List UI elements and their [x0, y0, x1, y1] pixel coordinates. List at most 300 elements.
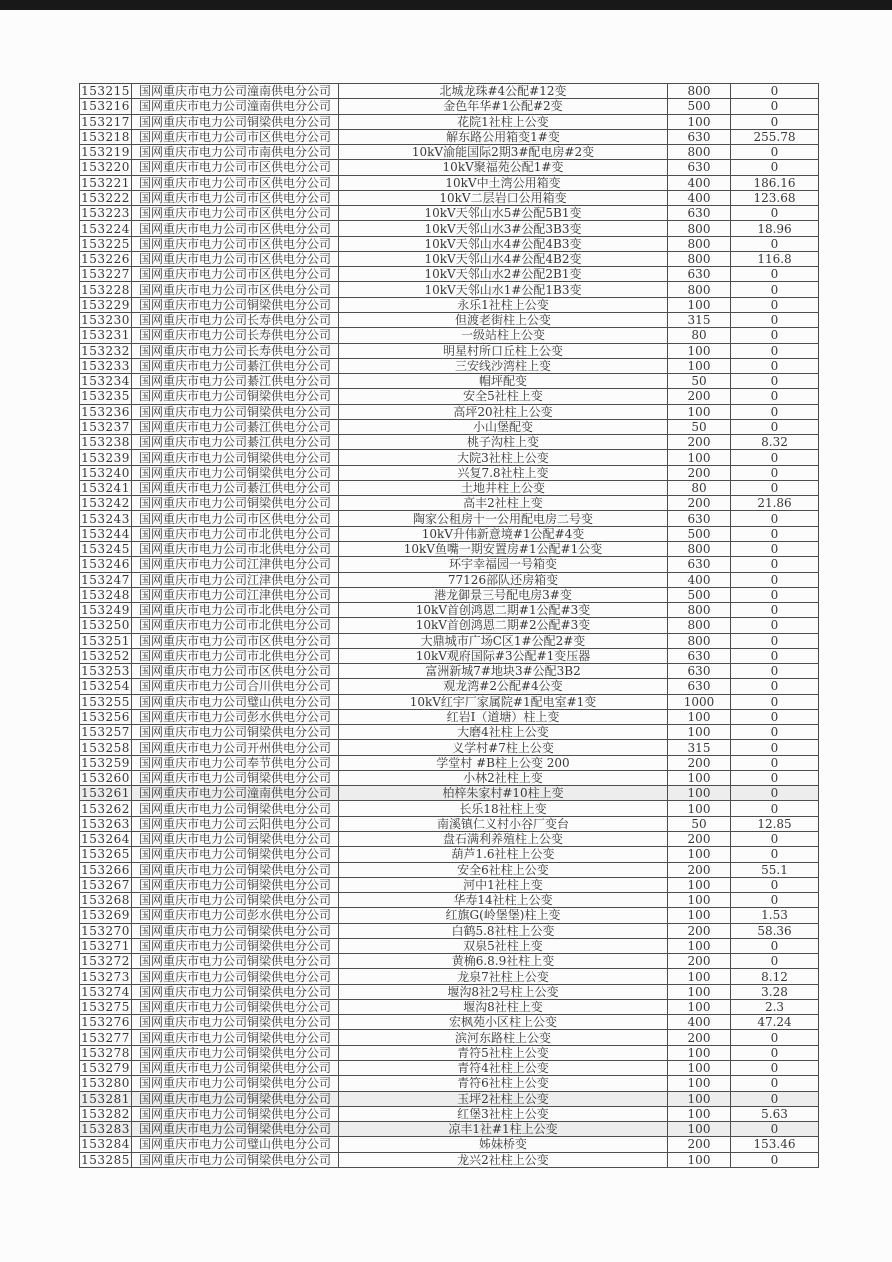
cell-name: 青符5社柱上公变	[339, 1045, 668, 1060]
cell-value: 0	[731, 99, 819, 114]
table-row	[80, 526, 819, 541]
table-row	[80, 129, 819, 144]
cell-id: 153260	[81, 771, 130, 786]
cell-value: 0	[731, 358, 819, 373]
cell-company: 国网重庆市电力公司铜梁供电分公司	[132, 297, 339, 312]
cell-capacity: 50	[668, 419, 731, 434]
cell-name: 北城龙珠#4公配#12变	[339, 84, 668, 99]
cell-company: 国网重庆市电力公司铜梁供电分公司	[132, 1045, 339, 1060]
cell-company: 国网重庆市电力公司彭水供电分公司	[132, 908, 339, 923]
cell-value: 0	[731, 725, 819, 740]
cell-capacity: 630	[668, 206, 731, 221]
table-row	[80, 999, 819, 1014]
cell-name: 大院3社柱上公变	[339, 450, 668, 465]
table-row	[80, 908, 819, 923]
cell-id: 153215	[81, 84, 130, 99]
cell-capacity: 200	[668, 954, 731, 969]
table-row	[80, 1091, 819, 1106]
cell-company: 国网重庆市电力公司铜梁供电分公司	[132, 114, 339, 129]
cell-name: 龙泉7社柱上公变	[339, 969, 668, 984]
cell-capacity: 500	[668, 587, 731, 602]
cell-id: 153236	[81, 404, 130, 419]
cell-capacity: 800	[668, 541, 731, 556]
table-row	[80, 862, 819, 877]
table-row	[80, 786, 819, 801]
cell-company: 国网重庆市电力公司铜梁供电分公司	[132, 465, 339, 480]
cell-id: 153270	[81, 923, 130, 938]
table-row	[80, 694, 819, 709]
table-row	[80, 969, 819, 984]
cell-value: 8.32	[731, 435, 819, 450]
cell-id: 153234	[81, 374, 130, 389]
cell-id: 153276	[81, 1015, 130, 1030]
table-row	[80, 282, 819, 297]
table-row	[80, 938, 819, 953]
table-row	[80, 801, 819, 816]
cell-value: 12.85	[731, 816, 819, 831]
cell-id: 153252	[81, 648, 130, 663]
cell-id: 153229	[81, 297, 130, 312]
cell-value: 186.16	[731, 175, 819, 190]
table-row	[80, 1015, 819, 1030]
table-row	[80, 1076, 819, 1091]
cell-value: 0	[731, 603, 819, 618]
cell-company: 国网重庆市电力公司合川供电分公司	[132, 679, 339, 694]
cell-capacity: 200	[668, 1137, 731, 1152]
cell-value: 0	[731, 633, 819, 648]
cell-id: 153283	[81, 1122, 130, 1137]
cell-name: 高丰2社柱上变	[339, 496, 668, 511]
table-row	[80, 1061, 819, 1076]
cell-company: 国网重庆市电力公司云阳供电分公司	[132, 816, 339, 831]
cell-value: 0	[731, 465, 819, 480]
cell-company: 国网重庆市电力公司铜梁供电分公司	[132, 984, 339, 999]
cell-name: 华寿14社柱上公变	[339, 893, 668, 908]
cell-name: 土地井柱上公变	[339, 480, 668, 495]
cell-name: 10kV聚福苑公配1#变	[339, 160, 668, 175]
cell-id: 153241	[81, 481, 130, 496]
table-row	[80, 923, 819, 938]
cell-id: 153226	[81, 252, 130, 267]
table-row	[80, 755, 819, 770]
cell-company: 国网重庆市电力公司市区供电分公司	[132, 267, 339, 282]
cell-value: 123.68	[731, 190, 819, 205]
cell-capacity: 200	[668, 1030, 731, 1045]
cell-id: 153254	[81, 679, 130, 694]
table-row	[80, 664, 819, 679]
cell-name: 10kV天邻山水3#公配3B3变	[339, 221, 668, 236]
table-row	[80, 160, 819, 175]
cell-value: 153.46	[731, 1137, 819, 1152]
cell-company: 国网重庆市电力公司铜梁供电分公司	[132, 801, 339, 816]
cell-name: 10kV首创鸿恩二期#1公配#3变	[339, 603, 668, 618]
cell-company: 国网重庆市电力公司铜梁供电分公司	[132, 1015, 339, 1030]
table-row	[80, 603, 819, 618]
table-row	[80, 679, 819, 694]
cell-capacity: 100	[668, 893, 731, 908]
cell-name: 安全6社柱上公变	[339, 862, 668, 877]
cell-company: 国网重庆市电力公司綦江供电分公司	[132, 480, 339, 495]
cell-company: 国网重庆市电力公司綦江供电分公司	[132, 419, 339, 434]
cell-capacity: 800	[668, 251, 731, 266]
cell-value: 0	[731, 511, 819, 526]
cell-id: 153279	[81, 1061, 130, 1076]
table-row	[80, 114, 819, 129]
cell-capacity: 100	[668, 1076, 731, 1091]
cell-name: 10kV鱼嘴一期安置房#1公配#1公变	[339, 541, 668, 556]
table-row	[80, 725, 819, 740]
cell-name: 解东路公用箱变1#变	[339, 129, 668, 144]
cell-value: 0	[731, 541, 819, 556]
cell-name: 77126部队还房箱变	[339, 572, 668, 587]
cell-name: 一级站柱上公变	[339, 328, 668, 343]
table-row	[80, 893, 819, 908]
cell-name: 金色年华#1公配#2变	[339, 99, 668, 114]
table-row	[80, 267, 819, 282]
cell-capacity: 800	[668, 84, 731, 99]
cell-value: 0	[731, 587, 819, 602]
cell-company: 国网重庆市电力公司市北供电分公司	[132, 541, 339, 556]
cell-value: 0	[731, 618, 819, 633]
cell-company: 国网重庆市电力公司长寿供电分公司	[132, 328, 339, 343]
cell-capacity: 100	[668, 725, 731, 740]
cell-company: 国网重庆市电力公司綦江供电分公司	[132, 435, 339, 450]
cell-name: 南溪镇仁义村小谷厂变台	[339, 816, 668, 831]
cell-value: 0	[731, 145, 819, 160]
cell-company: 国网重庆市电力公司市区供电分公司	[132, 190, 339, 205]
cell-name: 10kV渝能国际2期3#配电房#2变	[339, 145, 668, 160]
cell-company: 国网重庆市电力公司铜梁供电分公司	[132, 725, 339, 740]
cell-value: 0	[731, 206, 819, 221]
cell-capacity: 100	[668, 297, 731, 312]
cell-value: 0	[731, 480, 819, 495]
table-row	[80, 633, 819, 648]
cell-company: 国网重庆市电力公司铜梁供电分公司	[132, 1076, 339, 1091]
table-row	[80, 374, 819, 389]
cell-capacity: 100	[668, 969, 731, 984]
cell-id: 153246	[81, 557, 130, 572]
cell-name: 环宇幸福园一号箱变	[339, 557, 668, 572]
cell-company: 国网重庆市电力公司铜梁供电分公司	[132, 999, 339, 1014]
cell-value: 0	[731, 770, 819, 785]
cell-company: 国网重庆市电力公司綦江供电分公司	[132, 358, 339, 373]
table-row	[80, 709, 819, 724]
cell-id: 153273	[81, 969, 130, 984]
cell-id: 153219	[81, 145, 130, 160]
cell-capacity: 100	[668, 847, 731, 862]
cell-capacity: 630	[668, 267, 731, 282]
cell-name: 宏枫苑小区柱上公变	[339, 1015, 668, 1030]
cell-capacity: 200	[668, 465, 731, 480]
cell-name: 义学村#7柱上公变	[339, 740, 668, 755]
cell-capacity: 400	[668, 175, 731, 190]
cell-capacity: 800	[668, 236, 731, 251]
cell-value: 0	[731, 847, 819, 862]
cell-name: 堰沟8社2号柱上公变	[339, 984, 668, 999]
cell-name: 小山堡配变	[339, 419, 668, 434]
cell-name: 长乐18社柱上变	[339, 801, 668, 816]
cell-id: 153217	[81, 114, 130, 129]
cell-id: 153271	[81, 939, 130, 953]
cell-name: 玉坪2社柱上公变	[339, 1091, 668, 1106]
cell-capacity: 500	[668, 526, 731, 541]
cell-capacity: 1000	[668, 694, 731, 709]
cell-name: 三安线沙湾柱上变	[339, 358, 668, 373]
cell-capacity: 100	[668, 450, 731, 465]
cell-company: 国网重庆市电力公司市区供电分公司	[132, 175, 339, 190]
cell-name: 港龙御景三号配电房3#变	[339, 587, 668, 602]
cell-name: 滨河东路柱上公变	[339, 1030, 668, 1045]
cell-id: 153245	[81, 542, 130, 557]
cell-capacity: 200	[668, 923, 731, 938]
table-row	[80, 145, 819, 160]
cell-company: 国网重庆市电力公司市北供电分公司	[132, 603, 339, 618]
cell-company: 国网重庆市电力公司铜梁供电分公司	[132, 938, 339, 953]
cell-capacity: 100	[668, 1091, 731, 1106]
cell-capacity: 400	[668, 572, 731, 587]
table-row	[80, 1152, 819, 1167]
cell-company: 国网重庆市电力公司市区供电分公司	[132, 511, 339, 526]
table-row	[80, 84, 819, 99]
cell-id: 153278	[81, 1045, 130, 1060]
cell-name: 青符4社柱上公变	[339, 1061, 668, 1076]
cell-value: 0	[731, 572, 819, 587]
table-row	[80, 435, 819, 450]
cell-name: 10kV天邻山水4#公配4B3变	[339, 236, 668, 251]
cell-name: 葫芦1.6社柱上公变	[339, 847, 668, 862]
cell-capacity: 100	[668, 1045, 731, 1060]
cell-capacity: 800	[668, 618, 731, 633]
cell-id: 153249	[81, 603, 130, 618]
cell-id: 153239	[81, 450, 130, 465]
cell-id: 153240	[81, 465, 130, 480]
cell-capacity: 100	[668, 984, 731, 999]
cell-capacity: 800	[668, 221, 731, 236]
cell-capacity: 100	[668, 1122, 731, 1137]
table-row	[80, 221, 819, 236]
table-row	[80, 1106, 819, 1121]
cell-id: 153243	[81, 511, 130, 526]
cell-value: 0	[731, 267, 819, 282]
cell-capacity: 630	[668, 511, 731, 526]
table-row	[80, 740, 819, 755]
cell-value: 0	[731, 419, 819, 434]
cell-name: 姊妹桥变	[339, 1137, 668, 1152]
cell-capacity: 630	[668, 129, 731, 144]
cell-company: 国网重庆市电力公司铜梁供电分公司	[132, 1122, 339, 1137]
cell-id: 153244	[81, 526, 130, 541]
cell-capacity: 200	[668, 435, 731, 450]
cell-name: 双泉5社柱上变	[339, 938, 668, 953]
cell-capacity: 100	[668, 908, 731, 923]
cell-value: 5.63	[731, 1106, 819, 1121]
cell-name: 小林2社柱上变	[339, 770, 668, 785]
cell-id: 153272	[81, 954, 130, 969]
cell-company: 国网重庆市电力公司市北供电分公司	[132, 648, 339, 663]
cell-company: 国网重庆市电力公司市区供电分公司	[132, 129, 339, 144]
cell-id: 153216	[81, 99, 130, 114]
cell-id: 153218	[81, 129, 130, 144]
cell-value: 0	[731, 1091, 819, 1106]
cell-capacity: 800	[668, 633, 731, 648]
cell-value: 255.78	[731, 129, 819, 144]
cell-name: 富洲新城7#地块3#公配3B2	[339, 664, 668, 679]
cell-id: 153268	[81, 893, 130, 908]
cell-value: 0	[731, 755, 819, 770]
cell-company: 国网重庆市电力公司潼南供电分公司	[132, 99, 339, 114]
cell-company: 国网重庆市电力公司铜梁供电分公司	[132, 1152, 339, 1167]
cell-capacity: 100	[668, 877, 731, 892]
cell-id: 153255	[81, 694, 130, 709]
cell-company: 国网重庆市电力公司潼南供电分公司	[132, 786, 339, 801]
cell-capacity: 630	[668, 557, 731, 572]
cell-capacity: 630	[668, 648, 731, 663]
cell-company: 国网重庆市电力公司铜梁供电分公司	[132, 496, 339, 511]
cell-name: 桃子沟柱上变	[339, 435, 668, 450]
cell-capacity: 100	[668, 1106, 731, 1121]
cell-capacity: 100	[668, 1152, 731, 1167]
cell-value: 0	[731, 114, 819, 129]
table-row	[80, 419, 819, 434]
table-row	[80, 297, 819, 312]
cell-id: 153274	[81, 984, 130, 999]
cell-capacity: 100	[668, 358, 731, 373]
cell-value: 0	[731, 557, 819, 572]
cell-company: 国网重庆市电力公司铜梁供电分公司	[132, 862, 339, 877]
cell-capacity: 80	[668, 328, 731, 343]
cell-capacity: 100	[668, 999, 731, 1014]
cell-name: 兴复7.8社柱上变	[339, 465, 668, 480]
cell-company: 国网重庆市电力公司铜梁供电分公司	[132, 450, 339, 465]
cell-value: 0	[731, 328, 819, 343]
cell-id: 153224	[81, 221, 130, 236]
cell-company: 国网重庆市电力公司开州供电分公司	[132, 740, 339, 755]
cell-name: 10kV首创鸿恩二期#2公配#3变	[339, 618, 668, 633]
cell-name: 10kV天邻山水1#公配1B3变	[339, 282, 668, 297]
table-row	[80, 358, 819, 373]
cell-id: 153220	[81, 160, 130, 175]
cell-id: 153284	[81, 1137, 130, 1152]
cell-id: 153258	[81, 740, 130, 755]
cell-company: 国网重庆市电力公司市区供电分公司	[132, 282, 339, 297]
cell-value: 0	[731, 374, 819, 389]
cell-value: 116.8	[731, 251, 819, 266]
cell-name: 河中1社柱上变	[339, 877, 668, 892]
cell-name: 10kV中土湾公用箱变	[339, 175, 668, 190]
cell-company: 国网重庆市电力公司綦江供电分公司	[132, 374, 339, 389]
cell-name: 白鹤5.8社柱上公变	[339, 923, 668, 938]
cell-capacity: 100	[668, 770, 731, 785]
cell-name: 观龙湾#2公配#4公变	[339, 679, 668, 694]
cell-value: 0	[731, 450, 819, 465]
table-row	[80, 328, 819, 343]
cell-capacity: 100	[668, 404, 731, 419]
cell-value: 1.53	[731, 908, 819, 923]
cell-value: 0	[731, 282, 819, 297]
table-row	[80, 648, 819, 663]
cell-capacity: 500	[668, 99, 731, 114]
cell-company: 国网重庆市电力公司铜梁供电分公司	[132, 404, 339, 419]
cell-value: 0	[731, 740, 819, 755]
cell-id: 153221	[81, 175, 130, 190]
cell-value: 55.1	[731, 862, 819, 877]
cell-name: 10kV观府国际#3公配#1变压器	[339, 648, 668, 663]
cell-id: 153261	[81, 786, 130, 801]
table-row	[80, 770, 819, 785]
table-row	[80, 312, 819, 327]
cell-name: 龙兴2社柱上公变	[339, 1152, 668, 1167]
cell-name: 10kV天邻山水2#公配2B1变	[339, 267, 668, 282]
scan-top-edge	[0, 0, 892, 10]
cell-value: 0	[731, 1045, 819, 1060]
cell-company: 国网重庆市电力公司长寿供电分公司	[132, 343, 339, 358]
cell-id: 153265	[81, 847, 130, 862]
cell-value: 0	[731, 786, 819, 801]
cell-id: 153269	[81, 908, 130, 923]
table-row	[80, 1137, 819, 1152]
table-row	[80, 877, 819, 892]
cell-id: 153257	[81, 725, 130, 740]
cell-capacity: 80	[668, 480, 731, 495]
cell-name: 红岩I（道塘）柱上变	[339, 709, 668, 724]
cell-company: 国网重庆市电力公司铜梁供电分公司	[132, 969, 339, 984]
table-row	[80, 832, 819, 847]
cell-company: 国网重庆市电力公司铜梁供电分公司	[132, 954, 339, 969]
cell-value: 0	[731, 954, 819, 969]
table-row	[80, 1122, 819, 1137]
cell-name: 10kV二层岩口公用箱变	[339, 190, 668, 205]
cell-company: 国网重庆市电力公司市区供电分公司	[132, 236, 339, 251]
cell-value: 0	[731, 648, 819, 663]
cell-value: 0	[731, 893, 819, 908]
cell-company: 国网重庆市电力公司市南供电分公司	[132, 145, 339, 160]
cell-id: 153227	[81, 267, 130, 282]
cell-name: 大鼎城市广场C区1#公配2#变	[339, 633, 668, 648]
cell-value: 0	[731, 679, 819, 694]
cell-company: 国网重庆市电力公司铜梁供电分公司	[132, 389, 339, 404]
cell-capacity: 50	[668, 816, 731, 831]
table-row	[80, 404, 819, 419]
cell-value: 18.96	[731, 221, 819, 236]
cell-id: 153237	[81, 419, 130, 434]
cell-capacity: 100	[668, 343, 731, 358]
cell-id: 153223	[81, 206, 130, 221]
cell-value: 0	[731, 526, 819, 541]
cell-id: 153248	[81, 587, 130, 602]
cell-company: 国网重庆市电力公司市区供电分公司	[132, 664, 339, 679]
transformer-table	[79, 83, 819, 1168]
cell-id: 153250	[81, 618, 130, 633]
cell-capacity: 200	[668, 832, 731, 847]
cell-id: 153285	[81, 1152, 130, 1167]
table-row	[80, 465, 819, 480]
cell-company: 国网重庆市电力公司铜梁供电分公司	[132, 1106, 339, 1121]
cell-name: 陶家公租房十一公用配电房二号变	[339, 511, 668, 526]
cell-id: 153225	[81, 236, 130, 251]
cell-id: 153233	[81, 358, 130, 373]
cell-capacity: 100	[668, 801, 731, 816]
table-row	[80, 1030, 819, 1045]
cell-id: 153262	[81, 801, 130, 816]
cell-value: 0	[731, 297, 819, 312]
table-row	[80, 206, 819, 221]
cell-id: 153280	[81, 1076, 130, 1091]
cell-company: 国网重庆市电力公司铜梁供电分公司	[132, 1061, 339, 1076]
table-body	[80, 84, 819, 1168]
cell-value: 21.86	[731, 496, 819, 511]
table-row	[80, 1045, 819, 1060]
cell-value: 0	[731, 832, 819, 847]
